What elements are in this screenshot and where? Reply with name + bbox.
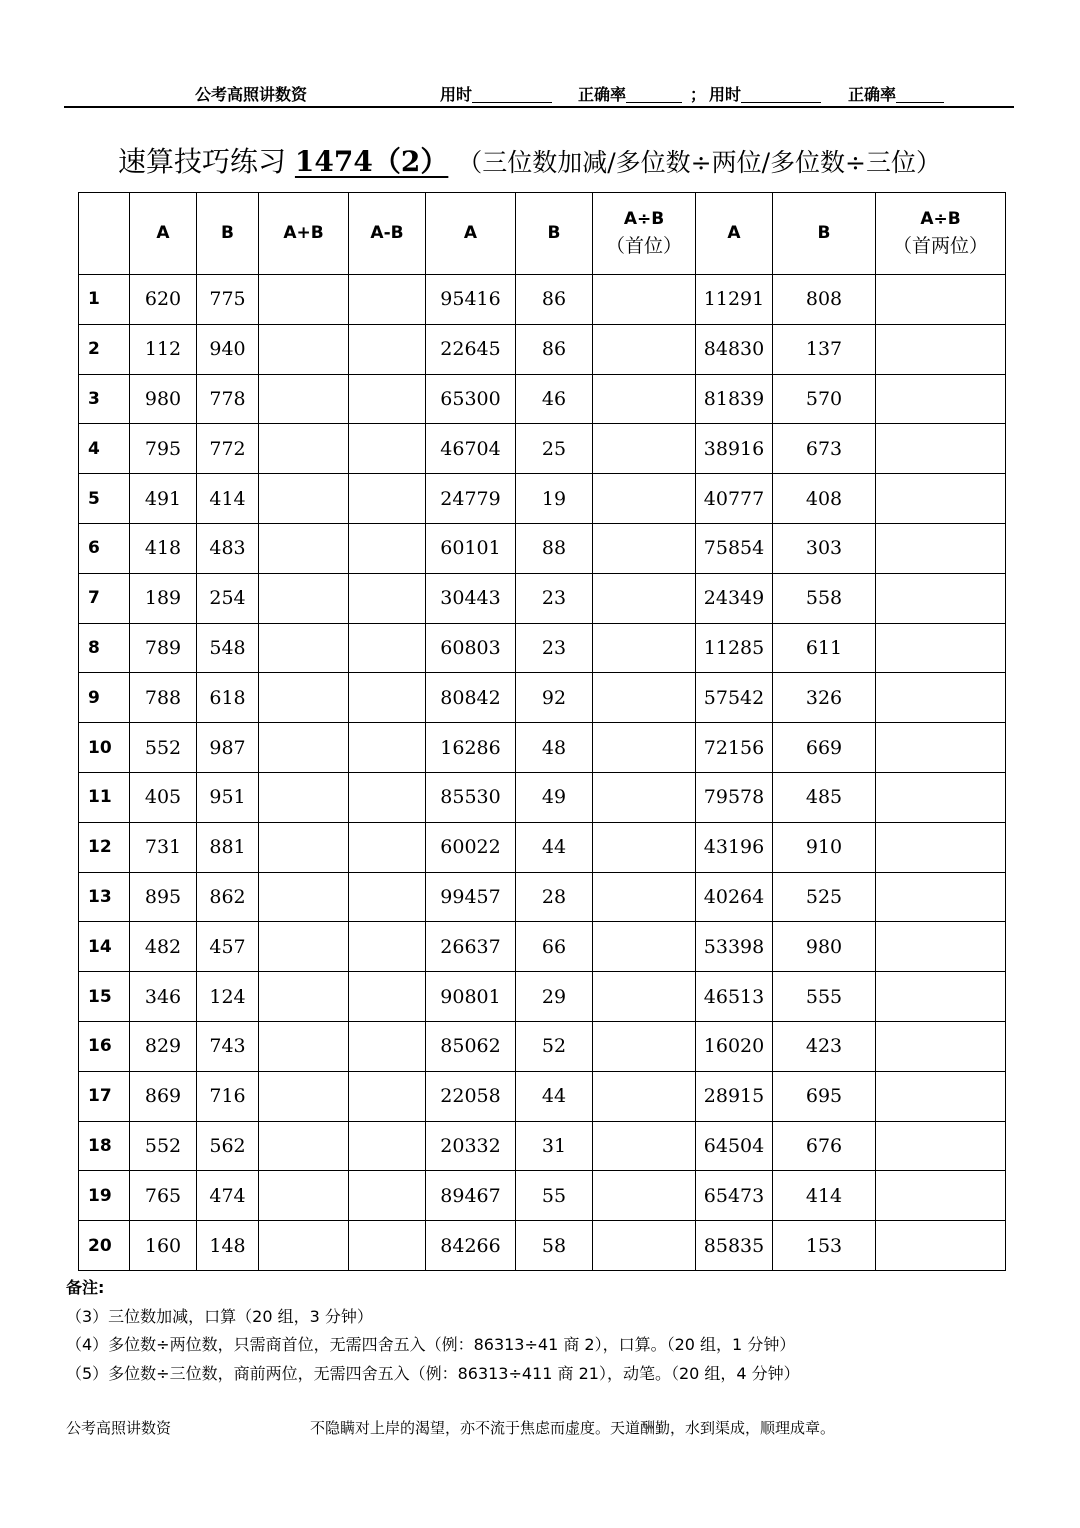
table-row (79, 374, 1006, 424)
time-label-1: 用时 (440, 85, 473, 104)
cell-no: 2 (79, 324, 130, 374)
cell-a1: 418 (130, 523, 197, 573)
time-field-2 (709, 82, 741, 105)
answer-cell-div1[interactable] (593, 275, 696, 325)
cell-b1: 562 (197, 1121, 259, 1171)
cell-no: 18 (79, 1121, 130, 1171)
footer-brand: 公考高照讲数资 (66, 1419, 172, 1437)
cell-a2: 99457 (426, 872, 516, 922)
answer-cell-div1[interactable] (593, 573, 696, 623)
cell-b1: 987 (197, 723, 259, 773)
table-row (79, 673, 1006, 723)
answer-cell-diff[interactable] (349, 573, 426, 623)
cell-b3: 611 (773, 623, 876, 673)
cell-a3: 72156 (696, 723, 773, 773)
cell-b1: 483 (197, 523, 259, 573)
cell-b2: 23 (516, 623, 593, 673)
answer-cell-diff[interactable] (349, 822, 426, 872)
cell-b3: 525 (773, 872, 876, 922)
accuracy-blank-1[interactable] (626, 86, 682, 103)
cell-no: 5 (79, 474, 130, 524)
notes-section (66, 1274, 800, 1388)
cell-no: 3 (79, 374, 130, 424)
cell-a2: 26637 (426, 922, 516, 972)
answer-cell-sum[interactable] (259, 772, 349, 822)
cell-no: 8 (79, 623, 130, 673)
answer-cell-diff[interactable] (349, 972, 426, 1022)
cell-a2: 46704 (426, 424, 516, 474)
cell-a3: 40264 (696, 872, 773, 922)
cell-b2: 66 (516, 922, 593, 972)
cell-a2: 84266 (426, 1221, 516, 1271)
footer-motto: 不隐瞒对上岸的渴望，亦不流于焦虑而虚度。天道酬勤，水到渠成，顺理成章。 (310, 1419, 836, 1437)
cell-a1: 788 (130, 673, 197, 723)
header-div2 (876, 193, 1006, 275)
cell-a2: 60022 (426, 822, 516, 872)
cell-a2: 85062 (426, 1021, 516, 1071)
cell-no: 14 (79, 922, 130, 972)
cell-b1: 474 (197, 1171, 259, 1221)
accuracy-label-1: 正确率 (578, 85, 627, 104)
cell-b1: 862 (197, 872, 259, 922)
cell-a1: 731 (130, 822, 197, 872)
cell-b1: 716 (197, 1071, 259, 1121)
accuracy-label-2: 正确率 (848, 85, 897, 104)
answer-cell-diff[interactable] (349, 523, 426, 573)
answer-cell-div2[interactable] (876, 573, 1006, 623)
header-b3: B (773, 193, 876, 275)
answer-cell-div2[interactable] (876, 424, 1006, 474)
header-a1: A (130, 193, 197, 275)
cell-a1: 491 (130, 474, 197, 524)
table-row (79, 723, 1006, 773)
cell-a3: 79578 (696, 772, 773, 822)
cell-a2: 22645 (426, 324, 516, 374)
cell-b2: 49 (516, 772, 593, 822)
cell-b3: 695 (773, 1071, 876, 1121)
answer-cell-div2[interactable] (876, 1171, 1006, 1221)
time-blank-2[interactable] (741, 86, 821, 103)
table-row (79, 324, 1006, 374)
answer-cell-div1[interactable] (593, 523, 696, 573)
answer-cell-div1[interactable] (593, 1021, 696, 1071)
cell-b2: 23 (516, 573, 593, 623)
answer-cell-diff[interactable] (349, 1021, 426, 1071)
header-b1: B (197, 193, 259, 275)
table-row (79, 1121, 1006, 1171)
cell-a2: 22058 (426, 1071, 516, 1121)
header-separator: ； (690, 85, 707, 104)
answer-cell-div2[interactable] (876, 275, 1006, 325)
answer-cell-sum[interactable] (259, 474, 349, 524)
answer-cell-div1[interactable] (593, 972, 696, 1022)
table-row (79, 523, 1006, 573)
cell-no: 11 (79, 772, 130, 822)
cell-a2: 85530 (426, 772, 516, 822)
answer-cell-sum[interactable] (259, 1171, 349, 1221)
cell-no: 12 (79, 822, 130, 872)
time-blank-1[interactable] (472, 86, 552, 103)
cell-b3: 808 (773, 275, 876, 325)
answer-cell-div2[interactable] (876, 324, 1006, 374)
cell-a2: 24779 (426, 474, 516, 524)
cell-a3: 85835 (696, 1221, 773, 1271)
answer-cell-sum[interactable] (259, 573, 349, 623)
accuracy-field-1 (578, 82, 626, 105)
answer-cell-sum[interactable] (259, 872, 349, 922)
answer-cell-div2[interactable] (876, 474, 1006, 524)
cell-a3: 81839 (696, 374, 773, 424)
cell-a1: 980 (130, 374, 197, 424)
answer-cell-div1[interactable] (593, 324, 696, 374)
cell-a1: 405 (130, 772, 197, 822)
title-main: 速算技巧练习 (118, 145, 287, 178)
cell-b3: 669 (773, 723, 876, 773)
answer-cell-diff[interactable] (349, 324, 426, 374)
cell-b3: 485 (773, 772, 876, 822)
cell-b2: 28 (516, 872, 593, 922)
answer-cell-sum[interactable] (259, 822, 349, 872)
answer-cell-div1[interactable] (593, 1221, 696, 1271)
cell-b2: 25 (516, 424, 593, 474)
cell-b1: 618 (197, 673, 259, 723)
answer-cell-diff[interactable] (349, 772, 426, 822)
answer-cell-sum[interactable] (259, 1021, 349, 1071)
cell-a2: 95416 (426, 275, 516, 325)
answer-cell-sum[interactable] (259, 972, 349, 1022)
table-row (79, 275, 1006, 325)
notes-heading: 备注: (66, 1278, 105, 1297)
cell-b1: 951 (197, 772, 259, 822)
cell-a2: 65300 (426, 374, 516, 424)
cell-b3: 326 (773, 673, 876, 723)
cell-a1: 795 (130, 424, 197, 474)
note-line-4: （4）多位数÷两位数，只需商首位，无需四舍五入（例：86313÷41 商 2），口算。（20 组，1 分钟） (66, 1335, 796, 1354)
table-row (79, 474, 1006, 524)
cell-b3: 153 (773, 1221, 876, 1271)
answer-cell-sum[interactable] (259, 1071, 349, 1121)
cell-a2: 16286 (426, 723, 516, 773)
table-row (79, 1221, 1006, 1271)
answer-cell-div1[interactable] (593, 623, 696, 673)
answer-cell-sum[interactable] (259, 424, 349, 474)
cell-b1: 881 (197, 822, 259, 872)
cell-b3: 910 (773, 822, 876, 872)
answer-cell-diff[interactable] (349, 723, 426, 773)
cell-a3: 46513 (696, 972, 773, 1022)
cell-a1: 765 (130, 1171, 197, 1221)
answer-cell-diff[interactable] (349, 872, 426, 922)
cell-a1: 829 (130, 1021, 197, 1071)
cell-b2: 92 (516, 673, 593, 723)
answer-cell-div2[interactable] (876, 872, 1006, 922)
header-div2-label: A÷B (920, 208, 961, 229)
table-row (79, 872, 1006, 922)
cell-a1: 160 (130, 1221, 197, 1271)
cell-b1: 772 (197, 424, 259, 474)
cell-a1: 189 (130, 573, 197, 623)
answer-cell-sum[interactable] (259, 1121, 349, 1171)
cell-a2: 90801 (426, 972, 516, 1022)
cell-b2: 55 (516, 1171, 593, 1221)
answer-cell-diff[interactable] (349, 424, 426, 474)
cell-a1: 552 (130, 723, 197, 773)
cell-a1: 789 (130, 623, 197, 673)
table-row (79, 623, 1006, 673)
header-a2: A (426, 193, 516, 275)
cell-b3: 303 (773, 523, 876, 573)
title-subtitle: （三位数加减/多位数÷两位/多位数÷三位） (457, 148, 941, 177)
table-row (79, 972, 1006, 1022)
cell-a2: 89467 (426, 1171, 516, 1221)
cell-a1: 482 (130, 922, 197, 972)
answer-cell-sum[interactable] (259, 374, 349, 424)
cell-b3: 137 (773, 324, 876, 374)
note-line-3: （3）三位数加减，口算（20 组，3 分钟） (66, 1306, 373, 1326)
cell-a3: 24349 (696, 573, 773, 623)
answer-cell-sum[interactable] (259, 623, 349, 673)
cell-a1: 620 (130, 275, 197, 325)
cell-a3: 43196 (696, 822, 773, 872)
answer-cell-div2[interactable] (876, 673, 1006, 723)
page-header (64, 78, 1014, 108)
header-div1-note: （首位） (605, 235, 682, 257)
answer-cell-diff[interactable] (349, 1121, 426, 1171)
cell-a1: 346 (130, 972, 197, 1022)
table-header-row (79, 193, 1006, 275)
answer-cell-div2[interactable] (876, 1071, 1006, 1121)
cell-b1: 124 (197, 972, 259, 1022)
cell-a1: 869 (130, 1071, 197, 1121)
cell-a3: 11291 (696, 275, 773, 325)
answer-cell-div2[interactable] (876, 1121, 1006, 1171)
answer-cell-div1[interactable] (593, 822, 696, 872)
header-b2: B (516, 193, 593, 275)
header-index (79, 193, 130, 275)
table-body (79, 275, 1006, 1271)
answer-cell-div2[interactable] (876, 1221, 1006, 1271)
cell-b2: 86 (516, 275, 593, 325)
cell-a2: 20332 (426, 1121, 516, 1171)
table-row (79, 822, 1006, 872)
cell-b2: 48 (516, 723, 593, 773)
cell-b2: 44 (516, 1071, 593, 1121)
answer-cell-sum[interactable] (259, 275, 349, 325)
header-sum: A+B (259, 193, 349, 275)
practice-table (78, 192, 1006, 1271)
answer-cell-div2[interactable] (876, 523, 1006, 573)
table-row (79, 573, 1006, 623)
answer-cell-diff[interactable] (349, 1171, 426, 1221)
title-code: 1474（2） (294, 145, 449, 178)
answer-cell-diff[interactable] (349, 623, 426, 673)
cell-b3: 408 (773, 474, 876, 524)
cell-a3: 57542 (696, 673, 773, 723)
header-div2-note: （首两位） (892, 235, 988, 257)
answer-cell-div1[interactable] (593, 723, 696, 773)
cell-b3: 414 (773, 1171, 876, 1221)
cell-b1: 775 (197, 275, 259, 325)
answer-cell-div1[interactable] (593, 1121, 696, 1171)
answer-cell-diff[interactable] (349, 474, 426, 524)
cell-b2: 31 (516, 1121, 593, 1171)
cell-no: 7 (79, 573, 130, 623)
cell-b2: 46 (516, 374, 593, 424)
cell-a3: 11285 (696, 623, 773, 673)
table-row (79, 1071, 1006, 1121)
cell-a1: 895 (130, 872, 197, 922)
header-a3: A (696, 193, 773, 275)
cell-a3: 38916 (696, 424, 773, 474)
answer-cell-sum[interactable] (259, 922, 349, 972)
table-row (79, 772, 1006, 822)
cell-b1: 743 (197, 1021, 259, 1071)
cell-b1: 148 (197, 1221, 259, 1271)
answer-cell-diff[interactable] (349, 673, 426, 723)
header-div1 (593, 193, 696, 275)
answer-cell-diff[interactable] (349, 275, 426, 325)
cell-b3: 980 (773, 922, 876, 972)
answer-cell-diff[interactable] (349, 1221, 426, 1271)
time-label-2: 用时 (709, 85, 742, 104)
cell-b3: 423 (773, 1021, 876, 1071)
answer-cell-div1[interactable] (593, 872, 696, 922)
table-row (79, 1021, 1006, 1071)
cell-no: 13 (79, 872, 130, 922)
cell-b3: 555 (773, 972, 876, 1022)
answer-cell-div1[interactable] (593, 772, 696, 822)
answer-cell-div2[interactable] (876, 723, 1006, 773)
page-title (118, 140, 941, 180)
answer-cell-sum[interactable] (259, 723, 349, 773)
table-row (79, 1171, 1006, 1221)
answer-cell-div1[interactable] (593, 1171, 696, 1221)
answer-cell-div2[interactable] (876, 623, 1006, 673)
cell-a3: 53398 (696, 922, 773, 972)
cell-b1: 548 (197, 623, 259, 673)
answer-cell-sum[interactable] (259, 1221, 349, 1271)
cell-no: 9 (79, 673, 130, 723)
answer-cell-div1[interactable] (593, 922, 696, 972)
cell-no: 6 (79, 523, 130, 573)
answer-cell-div2[interactable] (876, 374, 1006, 424)
answer-cell-div1[interactable] (593, 374, 696, 424)
answer-cell-div1[interactable] (593, 1071, 696, 1121)
table-row (79, 424, 1006, 474)
cell-a1: 112 (130, 324, 197, 374)
cell-b2: 58 (516, 1221, 593, 1271)
cell-a3: 16020 (696, 1021, 773, 1071)
cell-a1: 552 (130, 1121, 197, 1171)
cell-b3: 570 (773, 374, 876, 424)
cell-b1: 778 (197, 374, 259, 424)
answer-cell-diff[interactable] (349, 1071, 426, 1121)
cell-b3: 676 (773, 1121, 876, 1171)
time-field-1 (440, 82, 472, 105)
cell-a3: 75854 (696, 523, 773, 573)
cell-a2: 80842 (426, 673, 516, 723)
answer-cell-div2[interactable] (876, 972, 1006, 1022)
header-div1-label: A÷B (623, 208, 665, 229)
cell-b2: 86 (516, 324, 593, 374)
cell-a3: 65473 (696, 1171, 773, 1221)
note-line-5: （5）多位数÷三位数，商前两位，无需四舍五入（例：86313÷411 商 21），动笔。（20 组，4 分钟） (66, 1363, 800, 1383)
accuracy-field-2 (848, 82, 896, 105)
answer-cell-diff[interactable] (349, 374, 426, 424)
answer-cell-div1[interactable] (593, 424, 696, 474)
cell-b1: 254 (197, 573, 259, 623)
cell-no: 19 (79, 1171, 130, 1221)
cell-b2: 52 (516, 1021, 593, 1071)
cell-a3: 84830 (696, 324, 773, 374)
answer-cell-div2[interactable] (876, 822, 1006, 872)
answer-cell-diff[interactable] (349, 922, 426, 972)
cell-b2: 19 (516, 474, 593, 524)
answer-cell-div1[interactable] (593, 474, 696, 524)
cell-no: 10 (79, 723, 130, 773)
cell-no: 16 (79, 1021, 130, 1071)
cell-no: 17 (79, 1071, 130, 1121)
cell-b3: 673 (773, 424, 876, 474)
header-diff: A-B (349, 193, 426, 275)
header-brand: 公考高照讲数资 (195, 85, 308, 104)
cell-b2: 88 (516, 523, 593, 573)
answer-cell-sum[interactable] (259, 324, 349, 374)
answer-cell-div2[interactable] (876, 1021, 1006, 1071)
answer-cell-sum[interactable] (259, 673, 349, 723)
cell-no: 20 (79, 1221, 130, 1271)
cell-b2: 29 (516, 972, 593, 1022)
cell-b1: 457 (197, 922, 259, 972)
cell-b1: 414 (197, 474, 259, 524)
answer-cell-div2[interactable] (876, 772, 1006, 822)
answer-cell-sum[interactable] (259, 523, 349, 573)
cell-b1: 940 (197, 324, 259, 374)
cell-no: 15 (79, 972, 130, 1022)
table-row (79, 922, 1006, 972)
cell-a3: 28915 (696, 1071, 773, 1121)
answer-cell-div1[interactable] (593, 673, 696, 723)
cell-b3: 558 (773, 573, 876, 623)
cell-no: 1 (79, 275, 130, 325)
cell-a2: 30443 (426, 573, 516, 623)
cell-no: 4 (79, 424, 130, 474)
cell-a2: 60101 (426, 523, 516, 573)
answer-cell-div2[interactable] (876, 922, 1006, 972)
cell-a3: 40777 (696, 474, 773, 524)
accuracy-blank-2[interactable] (896, 86, 944, 103)
cell-a2: 60803 (426, 623, 516, 673)
cell-a3: 64504 (696, 1121, 773, 1171)
cell-b2: 44 (516, 822, 593, 872)
